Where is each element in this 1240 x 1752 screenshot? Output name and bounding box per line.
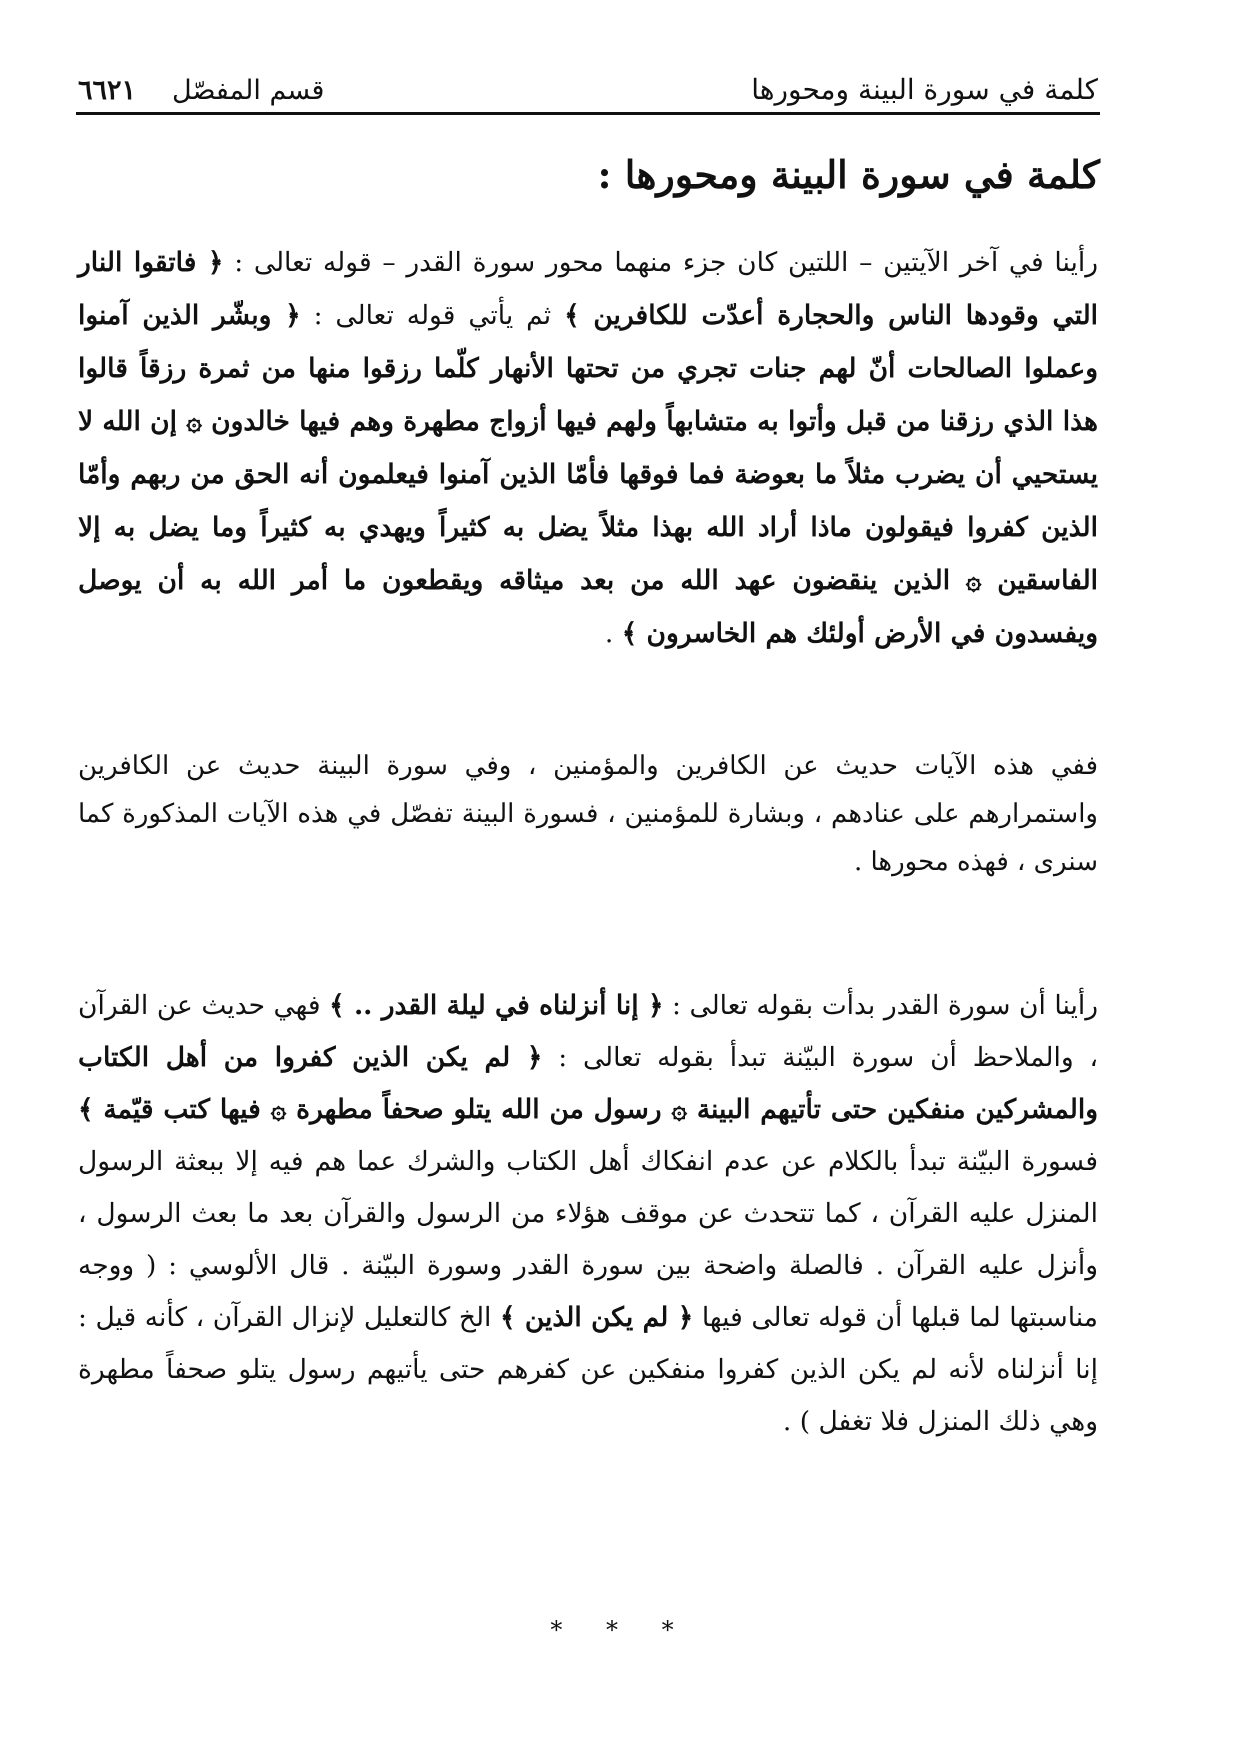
- paragraph-3-part-1: رأينا أن سورة القدر بدأت بقوله تعالى :: [663, 990, 1098, 1021]
- header-left-group: [78, 75, 324, 106]
- quran-verse: ﴿ فاتقوا النار التي وقودها الناس والحجارة أعدّت للكافرين ﴾: [78, 247, 1099, 331]
- paragraph-1-intro: رأينا في آخر الآيتين – اللتين كان جزء منهما محور سورة القدر – قوله تعالى :: [234, 247, 1098, 278]
- paragraph-3-part-4: الخ كالتعليل لإنزال القرآن ، كأنه قيل : إنا أنزلناه لأنه لم يكن الذين كفروا منفكين عن كفرهم حتى يأتيهم رسول يتلو صحفاً مطهرة وهي ذلك المنزل فلا تغفل ) .: [78, 1302, 1098, 1437]
- paragraph-1-end: .: [604, 618, 622, 649]
- header-chapter-title: كلمة في سورة البينة ومحورها: [751, 73, 1098, 106]
- quran-verse: ﴿ لم يكن الذين ﴾: [499, 1302, 694, 1333]
- paragraph-3: [78, 980, 1098, 1448]
- paragraph-2: [78, 742, 1098, 886]
- quran-verse: ﴿ إنا أنزلناه في ليلة القدر .. ﴾: [329, 990, 664, 1021]
- header-divider: [76, 112, 1100, 115]
- running-header: [78, 58, 1098, 112]
- paragraph-3-part-2: فهي حديث عن القرآن ، والملاحظ أن سورة البيّنة تبدأ بقوله تعالى :: [78, 990, 1098, 1073]
- section-end-ornament: * * *: [550, 1616, 692, 1644]
- quran-verse: ﴿ لم يكن الذين كفروا من أهل الكتاب والمشركين منفكين حتى تأتيهم البينة ۞ رسول من الله يتلو صحفاً مطهرة ۞ فيها كتب قيّمة ﴾: [78, 1042, 1098, 1125]
- paragraph-2-text: ففي هذه الآيات حديث عن الكافرين والمؤمنين ، وفي سورة البينة حديث عن الكافرين واستمرارهم على عنادهم ، وبشارة للمؤمنين ، فسورة البينة تفصّل في هذه الآيات المذكورة كما سنرى ، فهذه محورها .: [78, 751, 1098, 877]
- paragraph-1-connector: ثم يأتي قوله تعالى :: [300, 300, 565, 331]
- quran-verse: ﴿ وبشّر الذين آمنوا وعملوا الصالحات أنّ لهم جنات تجري من تحتها الأنهار كلّما رزقوا منها من ثمرة رزقاً قالوا هذا الذي رزقنا من قبل وأتوا به متشابهاً ولهم فيها أزواج مطهرة وهم فيها خالدون ۞ إن الله لا يستحيي أن يضرب مثلاً ما بعوضة فما فوقها فأمّا الذين آمنوا فيعلمون أنه الحق من ربهم وأمّا الذين كفروا فيقولون ماذا أراد الله بهذا مثلاً يضل به كثيراً ويهدي به كثيراً وما يضل به إلا الفاسقين ۞ الذين ينقضون عهد الله من بعد ميثاقه ويقطعون ما أمر الله به أن يوصل ويفسدون في الأرض أولئك هم الخاسرون ﴾: [78, 300, 1098, 649]
- page-number: ٦٦٢١: [78, 75, 137, 106]
- section-heading: كلمة في سورة البينة ومحورها :: [597, 152, 1100, 197]
- paragraph-1: [78, 236, 1098, 660]
- header-section-name: قسم المفصّل: [172, 75, 325, 106]
- paragraph-3-part-3: فسورة البيّنة تبدأ بالكلام عن عدم انفكاك أهل الكتاب والشرك عما هم فيه إلا ببعثة الرسول المنزل عليه القرآن ، كما تتحدث عن موقف هؤلاء من الرسول والقرآن بعد ما بعث الرسول ، وأنزل عليه القرآن . فالصلة واضحة بين سورة القدر وسورة البيّنة . قال الألوسي : ( ووجه مناسبتها لما قبلها أن قوله تعالى فيها: [78, 1146, 1098, 1333]
